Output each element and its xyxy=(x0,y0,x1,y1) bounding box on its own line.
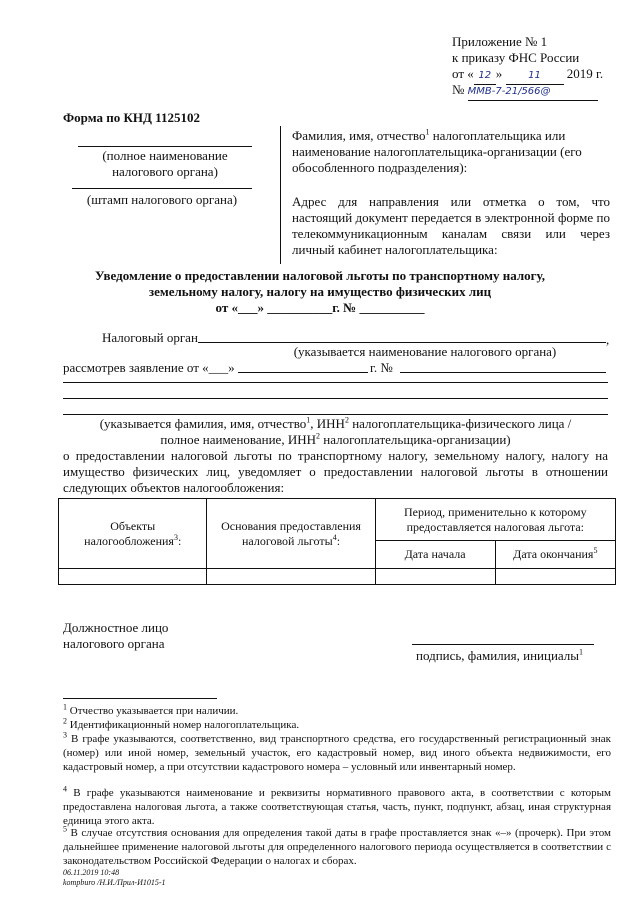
tax-organ-caption: (указывается наименование налогового органа) xyxy=(293,344,557,359)
tax-organ-field[interactable] xyxy=(198,342,606,343)
person-line-2[interactable] xyxy=(63,398,608,399)
cell-start-date[interactable] xyxy=(375,569,495,585)
document-title-2: земельному налогу, налогу на имущество физических лиц xyxy=(148,284,492,299)
appendix-number: № ММВ-7-21/566@ xyxy=(452,82,622,101)
person-line-1[interactable] xyxy=(63,382,608,383)
cell-grounds[interactable] xyxy=(207,569,375,585)
objects-table xyxy=(58,498,616,585)
col-period-header: Период, применительно к которому предоставляется налоговая льгота: xyxy=(375,499,615,541)
cell-end-date[interactable] xyxy=(495,569,615,585)
tax-organ-name-line xyxy=(78,146,252,147)
document-title-1: Уведомление о предоставлении налоговой льготы по транспортному налогу, xyxy=(95,268,545,283)
notification-paragraph: о предоставлении налоговой льготы по транспортному налогу, земельному налогу, налогу на имущество физических лиц, уведомляет о предоставлении налоговой льготы в отношении следующих объектов налогообложения: xyxy=(63,448,608,495)
person-caption-2: полное наименование, ИНН$^2$ налогоплательщика-организации) xyxy=(160,431,511,447)
application-date-field[interactable] xyxy=(238,372,368,373)
col-grounds-header: Основания предоставления налоговой льготы$^4$: xyxy=(207,499,375,569)
person-line-3[interactable] xyxy=(63,414,608,415)
appendix-order: к приказу ФНС России xyxy=(452,50,580,65)
signature-line[interactable] xyxy=(412,644,594,645)
col-objects-header: Объекты налогообложения$^3$: xyxy=(59,499,207,569)
footnote-separator xyxy=(63,698,217,699)
footnote-1: $^1$ Отчество указывается при наличии. xyxy=(63,702,239,717)
col-end-date-header: Дата окончания$^5$ xyxy=(495,541,615,569)
col-start-date-header: Дата начала xyxy=(375,541,495,569)
tax-organ-name-caption-2: налогового органа) xyxy=(112,164,218,179)
footnote-4: $^4$ В графе указываются наименование и реквизиты нормативного правового акта, в соответствии с которым предоставлена налоговая льгота, а также соответствующая статья, часть, пункт, подпункт, абзац, иная структурная единица этого акта. xyxy=(63,784,612,827)
person-caption-1: (указывается фамилия, имя, отчество$^1$, ИНН$^2$ налогоплательщика-физического лица / xyxy=(99,415,572,431)
footnote-2: $^2$ Идентификационный номер налогоплательщика. xyxy=(63,716,300,731)
signature-caption: подпись, фамилия, инициалы$^1$ xyxy=(416,647,584,663)
block-separator xyxy=(280,126,281,264)
tax-organ-name-caption-1: (полное наименование xyxy=(102,148,228,163)
form-code: Форма по КНД 1125102 xyxy=(63,110,200,125)
tax-organ-label: Налоговый орган xyxy=(102,330,198,345)
stamp-caption: (штамп налогового органа) xyxy=(86,192,238,207)
cell-objects[interactable] xyxy=(59,569,207,585)
stamp-line xyxy=(72,188,252,189)
address-label: Адрес для направления или отметка о том, что настоящий документ передается в электронной форме по телекоммуникационным каналам связи или через личный кабинет налогоплательщика: xyxy=(292,194,610,257)
taxpayer-name-label: Фамилия, имя, отчество$^1$ налогоплательщика или наименование налогоплательщика-организации (его обособленного подразделения): xyxy=(292,127,582,175)
considered-label: рассмотрев заявление от «___» xyxy=(63,360,235,375)
footer-datetime: 06.11.2019 10:48 xyxy=(63,868,120,877)
document-title-3: от «___» __________г. № __________ xyxy=(215,300,425,315)
footnote-5: $^5$ В случае отсутствия основания для определения такой даты в графе проставляется знак «–» (прочерк). При этом дальнейшее применение налоговой льготы для определенного налогового периода осуществляется в соответствии с законодательством Российской Федерации о налогах и сборах. xyxy=(63,824,612,867)
official-label-2: налогового органа xyxy=(63,636,165,651)
official-label-1: Должностное лицо xyxy=(63,620,169,635)
comma: , xyxy=(606,332,610,347)
appendix-title: Приложение № 1 xyxy=(452,34,548,49)
footer-code: kompburo /Н.И./Прил-И1015-1 xyxy=(63,878,166,887)
application-number-field[interactable] xyxy=(400,372,606,373)
footnote-3: $^3$ В графе указываются, соответственно, вид транспортного средства, его государственный регистрационный знак (номер) или иной номер, земельный участок, его кадастровый номер, вид иного объекта недвижимости, его кадастровый номер, а при отсутствии кадастрового номера – условный или инвентарный номер. xyxy=(63,730,612,773)
application-number-label: г. № xyxy=(370,360,393,375)
appendix-date: от « 12 » 11 2019 г. xyxy=(452,66,622,85)
